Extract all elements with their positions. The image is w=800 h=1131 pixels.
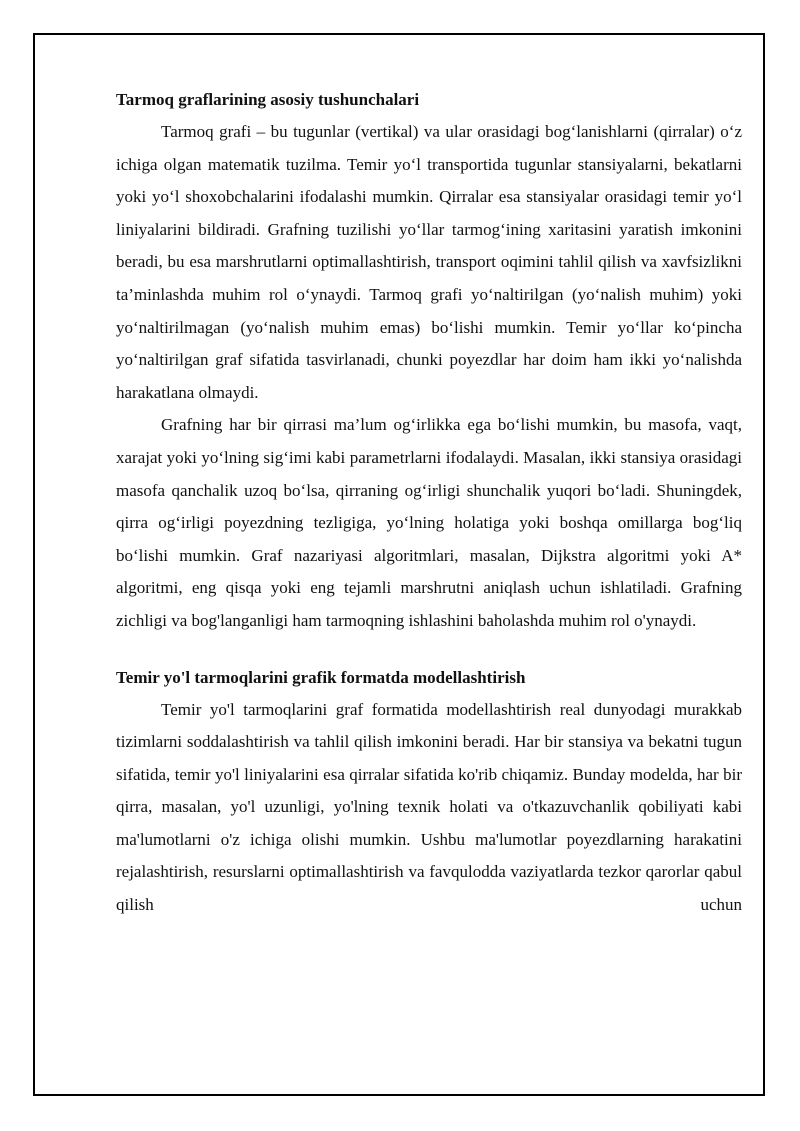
paragraph: Grafning har bir qirrasi ma’lum og‘irlikka ega bo‘lishi mumkin, bu masofa, vaqt, xarajat yoki yo‘lning sig‘imi kabi parametrlarni ifodalaydi. Masalan, ikki stansiya orasidagi masofa qanchalik uzoq bo‘lsa, qirraning og‘irligi shunchalik yuqori bo‘ladi. Shuningdek, qirra og‘irligi poyezdning tezligiga, yo‘lning holatiga yoki boshqa omillarga bog‘liq bo‘lishi mumkin. Graf nazariyasi algoritmlari, masalan, Dijkstra algoritmi yoki A* algoritmi, eng qisqa yoki eng tejamli marshrutni aniqlash uchun ishlatiladi. Grafning zichligi va bog'langanligi ham tarmoqning ishlashini baholashda muhim rol o'ynaydi. bbox=[116, 415, 742, 630]
paragraph: Tarmoq grafi – bu tugunlar (vertikal) va ular orasidagi bog‘lanishlarni (qirralar) o‘z ichiga olgan matematik tuzilma. Temir yo‘l transportida tugunlar stansiyalarni, bekatlarni yoki yo‘l shoxobchalarini ifodalashi mumkin. Qirralar esa stansiyalar orasidagi temir yo‘l liniyalarini bildiradi. Grafning tuzilishi yo‘llar tarmog‘ining xaritasini yaratish imkonini beradi, bu esa marshrutlarni optimallashtirish, transport oqimini tahlil qilish va xavfsizlikni ta’minlashda muhim rol o‘ynaydi. Tarmoq grafi yo‘naltirilgan (yo‘nalish muhim) yoki yo‘naltirilmagan (yo‘nalish muhim emas) bo‘lishi mumkin. Temir yo‘llar ko‘pincha yo‘naltirilgan graf sifatida tasvirlanadi, chunki poyezdlar har doim ham ikki yo‘nalishda harakatlana olmaydi. bbox=[116, 122, 742, 402]
section-heading: Tarmoq graflarining asosiy tushunchalari bbox=[116, 90, 420, 109]
paragraph: Temir yo'l tarmoqlarini graf formatida modellashtirish real dunyodagi murakkab tizimlarni soddalashtirish va tahlil qilish imkonini beradi. Har bir stansiya va bekatni tugun sifatida, temir yo'l liniyalarini esa qirralar sifatida ko'rib chiqamiz. Bunday modelda, har bir qirra, masalan, yo'l uzunligi, yo'lning texnik holati va o'tkazuvchanlik qobiliyati kabi ma'lumotlarni o'z ichiga olishi mumkin. Ushbu ma'lumotlar poyezdlarning harakatini rejalashtirish, resurslarni optimallashtirish va favqulodda vaziyatlarda tezkor qarorlar qabul qilish uchun bbox=[116, 699, 742, 915]
document-body bbox=[116, 84, 742, 922]
section-heading: Temir yo'l tarmoqlarini grafik formatda modellashtirish bbox=[116, 667, 526, 687]
